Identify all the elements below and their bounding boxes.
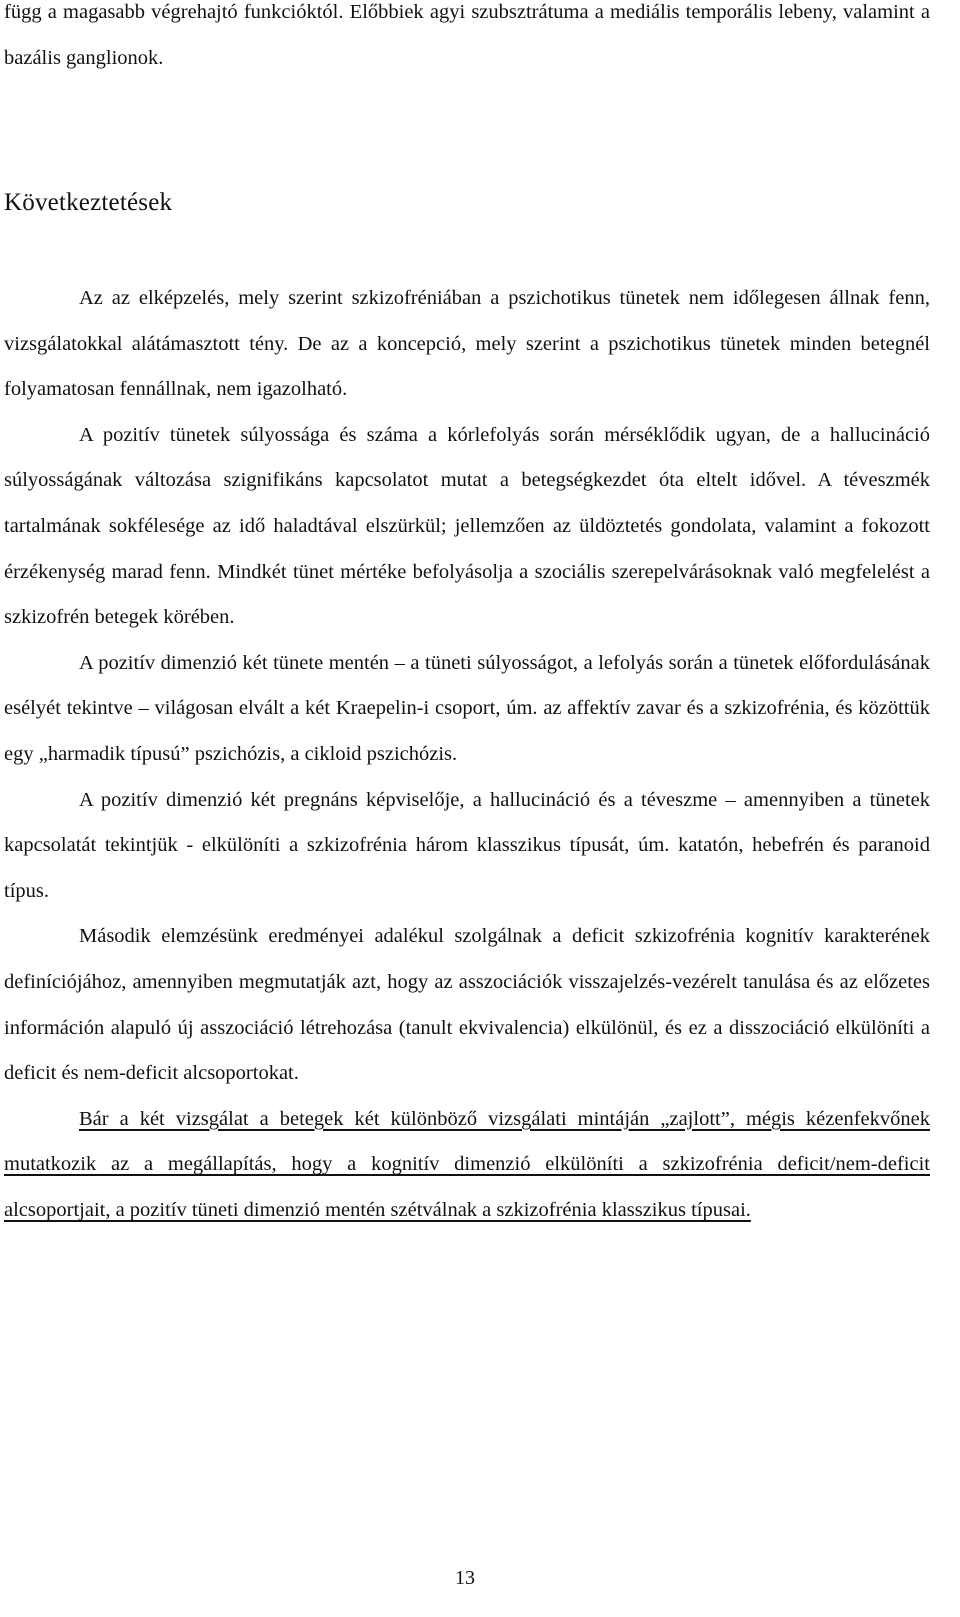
paragraph-intro: függ a magasabb végrehajtó funkcióktól. Előbbiek agyi szubsztrátuma a mediális temporális lebeny, valamint a bazális ganglionok.	[4, 1, 930, 69]
section-body	[4, 276, 930, 1233]
underlined-conclusion: Bár a két vizsgálat a betegek két különböző vizsgálati mintáján „zajlott”, mégis kézenfekvőnek mutatkozik az a megállapítás, hogy a kognitív dimenzió elkülöníti a szkizofrénia deficit/nem-deficit alcsoportjait, a pozitív tüneti dimenzió mentén szétválnak a szkizofrénia klasszikus típusai.	[4, 1107, 930, 1221]
page-number: 13	[455, 1567, 475, 1589]
paragraph-5: Második elemzésünk eredményei adalékul szolgálnak a deficit szkizofrénia kognitív karakterének definíciójához, amennyiben megmutatják azt, hogy az asszociációk visszajelzés-vezérelt tanulása és az előzetes információn alapuló új asszociáció létrehozása (tanult ekvivalencia) elkülönül, és ez a disszociáció elkülöníti a deficit és nem-deficit alcsoportokat.	[4, 925, 930, 1085]
paragraph-6-underlined	[4, 1097, 930, 1234]
paragraph-2: A pozitív tünetek súlyossága és száma a kórlefolyás során mérséklődik ugyan, de a hallucináció súlyosságának változása szignifikáns kapcsolatot mutat a betegségkezdet óta eltelt idővel. A téveszmék tartalmának sokfélesége az idő haladtával elszürkül; jellemzően az üldöztetés gondolata, valamint a fokozott érzékenység marad fenn. Mindkét tünet mértéke befolyásolja a szociális szerepelvárásoknak való megfelelést a szkizofrén betegek körében.	[4, 423, 930, 629]
section-heading: Következtetések	[4, 189, 173, 216]
paragraph-4: A pozitív dimenzió két pregnáns képviselője, a hallucináció és a téveszme – amennyiben a tünetek kapcsolatát tekintjük - elkülöníti a szkizofrénia három klasszikus típusát, úm. katatón, hebefrén és paranoid típus.	[4, 788, 930, 902]
paragraph-3: A pozitív dimenzió két tünete mentén – a tüneti súlyosságot, a lefolyás során a tünetek előfordulásának esélyét tekintve – világosan elvált a két Kraepelin-i csoport, úm. az affektív zavar és a szkizofrénia, és közöttük egy „harmadik típusú” pszichózis, a cikloid pszichózis.	[4, 651, 930, 765]
paragraph-1: Az az elképzelés, mely szerint szkizofréniában a pszichotikus tünetek nem időlegesen állnak fenn, vizsgálatokkal alátámasztott tény. De az a koncepció, mely szerint a pszichotikus tünetek minden betegnél folyamatosan fennállnak, nem igazolható.	[4, 287, 930, 401]
